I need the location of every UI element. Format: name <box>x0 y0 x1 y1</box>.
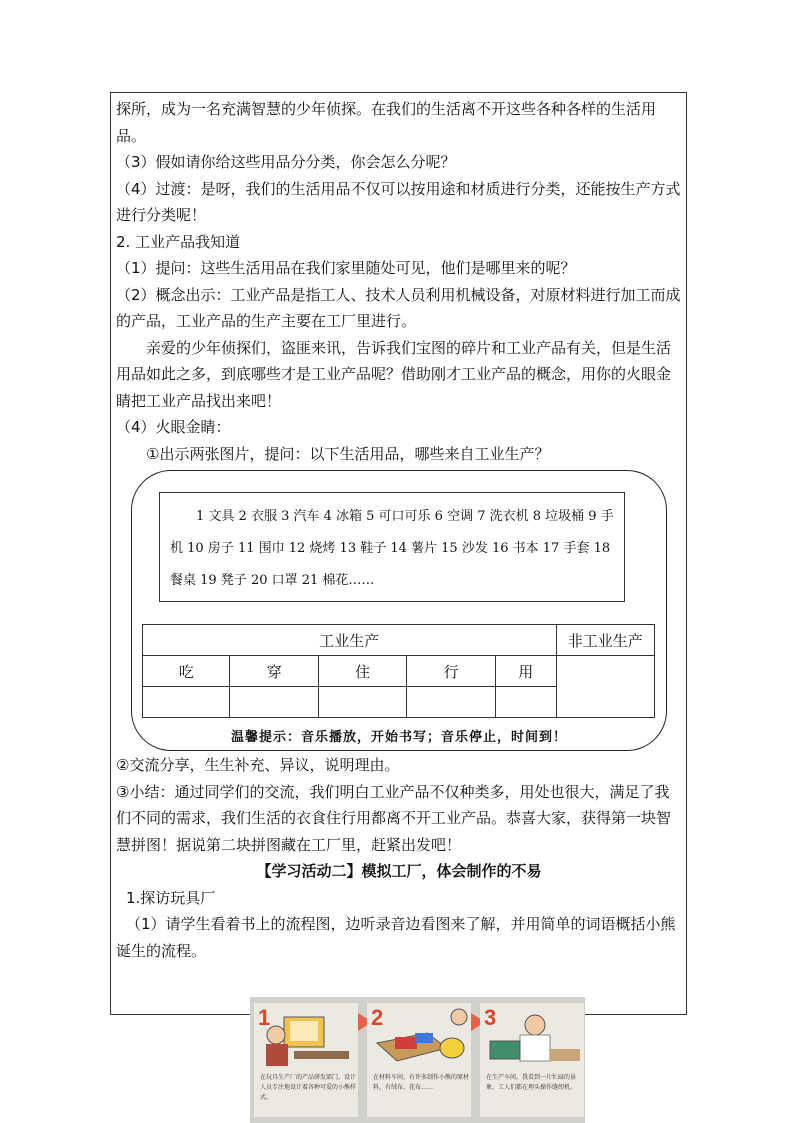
step-caption: 在生产车间，我看到一片忙碌的景象，工人们都在埋头操作缝纫机。 <box>486 1074 577 1091</box>
paragraph: （3）假如请你给这些用品分分类，你会怎么分呢？ <box>116 153 456 171</box>
paragraph: ③小结：通过同学们的交流，我们明白工业产品不仅种类多，用处也很大，满足了我们不同的需求，我们生活的衣食住行用都离不开工业产品。恭喜大家，获得第一块智慧拼图！据说第二块拼图藏在工厂里，赶紧出发吧！ <box>116 782 672 854</box>
industrial-header: 工业生产 <box>143 625 557 656</box>
paragraph: （4）过渡：是呀，我们的生活用品不仅可以按用途和材质进行分类，还能按生产方式进行分类呢！ <box>116 179 681 224</box>
paragraph: ②交流分享，生生补充、异议，说明理由。 <box>116 756 400 774</box>
step-number: 3 <box>484 1005 497 1030</box>
non-industrial-header: 非工业生产 <box>556 625 654 656</box>
paragraph: ①出示两张图片，提问：以下生活用品，哪些来自工业生产？ <box>146 444 550 463</box>
column-header: 行 <box>407 656 495 687</box>
blank-cell[interactable] <box>495 687 556 718</box>
items-list: 1 文具 2 衣服 3 汽车 4 冰箱 5 可口可乐 6 空调 7 洗衣机 8 垃圾桶 9 手机 10 房子 11 围巾 12 烧烤 13 鞋子 14 薯片 15 沙发 16 书本 17 手套 18 餐桌 19 凳子 20 口罩 21 棉花…… <box>159 492 625 602</box>
column-header: 用 <box>495 656 556 687</box>
column-header: 住 <box>318 656 406 687</box>
step-number: 1 <box>258 1005 271 1030</box>
blank-cell[interactable] <box>407 687 495 718</box>
column-header: 吃 <box>143 656 230 687</box>
flow-panel <box>480 1003 584 1117</box>
section-heading: 1.探访玩具厂 <box>126 888 216 907</box>
paragraph: （1）提问：这些生活用品在我们家里随处可见，他们是哪里来的呢？ <box>116 259 576 277</box>
flowchart-image <box>250 997 585 1123</box>
blank-cell[interactable] <box>230 687 318 718</box>
flow-panel <box>254 1003 358 1117</box>
blank-cell[interactable] <box>556 656 654 718</box>
activity-heading: 【学习活动二】模拟工厂，体会制作的不易 <box>256 862 542 880</box>
step-caption: 在材料车间，有许多制作小熊的原材料，有绒布、花布…… <box>373 1074 470 1091</box>
classification-table <box>142 624 655 718</box>
paragraph: （1）请学生看着书上的流程图，边听录音边看图来了解，并用简单的词语概括小熊诞生的流程。 <box>116 915 676 960</box>
paragraph: （4）火眼金睛： <box>116 418 231 436</box>
flow-panel <box>367 1003 471 1117</box>
step-number: 2 <box>371 1005 384 1030</box>
step-caption: 在玩具生产厂的产品研发部门，设计人员专注地设计着各种可爱的小熊样式。 <box>260 1074 357 1101</box>
paragraph: 亲爱的少年侦探们，盗匪来讯，告诉我们宝图的碎片和工业产品有关，但是生活用品如此之多，到底哪些才是工业产品呢？借助刚才工业产品的概念，用你的火眼金睛把工业产品找出来吧！ <box>116 338 672 410</box>
column-header: 穿 <box>230 656 318 687</box>
paragraph: （2）概念出示：工业产品是指工人、技术人员利用机械设备，对原材料进行加工而成的产品，工业产品的生产主要在工厂里进行。 <box>116 285 681 330</box>
blank-cell[interactable] <box>143 687 230 718</box>
blank-cell[interactable] <box>318 687 406 718</box>
lesson-text-continued <box>116 752 682 964</box>
paragraph: 探所，成为一名充满智慧的少年侦探。在我们的生活离不开这些各种各样的生活用品。 <box>116 100 657 145</box>
section-heading: 2. 工业产品我知道 <box>116 232 241 251</box>
tip-text: 温馨提示：音乐播放，开始书写；音乐停止，时间到！ <box>230 730 567 745</box>
lesson-text <box>116 96 682 467</box>
